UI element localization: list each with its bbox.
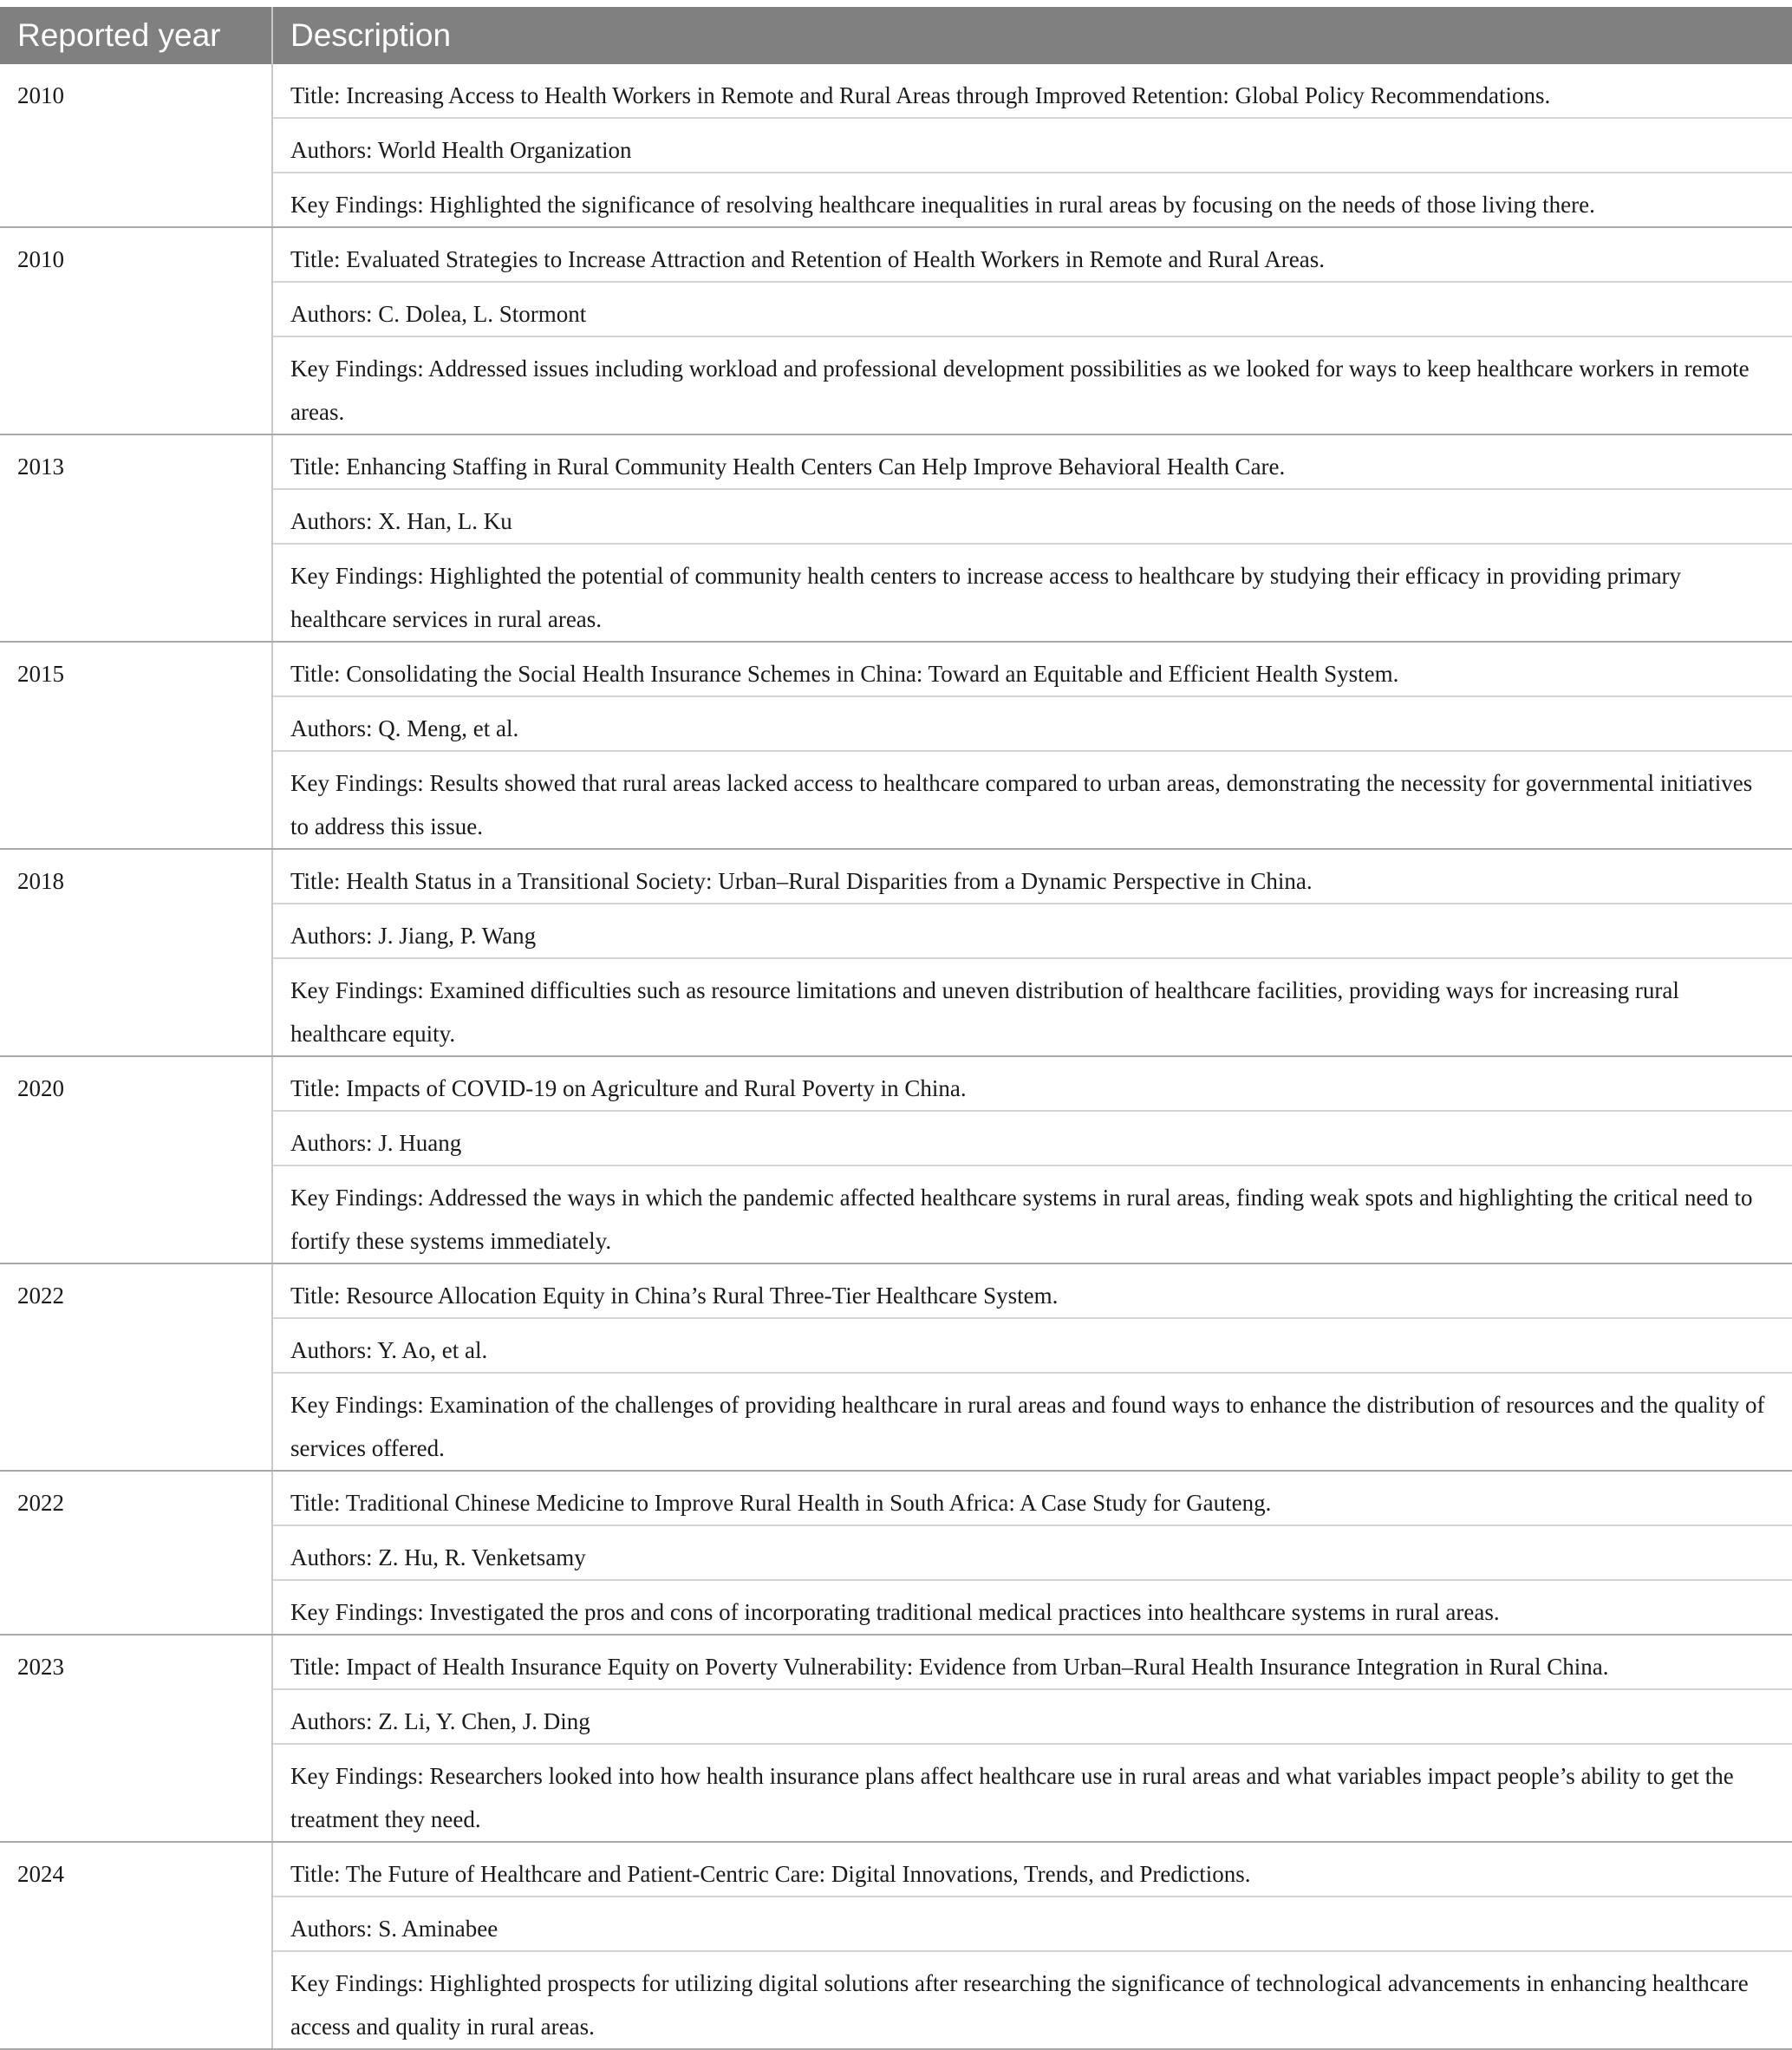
year-cell: 2024 (0, 1842, 272, 2049)
findings-cell: Key Findings: Investigated the pros and cons of incorporating traditional medical practices into healthcare systems in rural areas. (272, 1580, 1792, 1635)
year-cell: 2015 (0, 642, 272, 849)
authors-cell: Authors: X. Han, L. Ku (272, 489, 1792, 544)
title-cell: Title: Traditional Chinese Medicine to Improve Rural Health in South Africa: A Case Study for Gauteng. (272, 1471, 1792, 1525)
authors-cell: Authors: Y. Ao, et al. (272, 1318, 1792, 1373)
title-cell: Title: Consolidating the Social Health Insurance Schemes in China: Toward an Equitable and Efficient Health System. (272, 642, 1792, 696)
title-cell: Title: Impact of Health Insurance Equity on Poverty Vulnerability: Evidence from Urban–Rural Health Insurance Integration in Rural China. (272, 1635, 1792, 1689)
title-cell: Title: Impacts of COVID-19 on Agriculture and Rural Poverty in China. (272, 1056, 1792, 1111)
table-row (0, 1263, 1792, 1318)
authors-cell: Authors: J. Jiang, P. Wang (272, 904, 1792, 958)
column-header-reported-year: Reported year (0, 7, 272, 64)
title-cell: Title: Health Status in a Transitional Society: Urban–Rural Disparities from a Dynamic Perspective in China. (272, 849, 1792, 904)
findings-cell: Key Findings: Examination of the challenges of providing healthcare in rural areas and found ways to enhance the distribution of resources and the quality of services offered. (272, 1373, 1792, 1471)
year-cell: 2022 (0, 1263, 272, 1471)
title-cell: Title: Evaluated Strategies to Increase Attraction and Retention of Health Workers in Remote and Rural Areas. (272, 227, 1792, 282)
literature-table (0, 7, 1792, 2050)
authors-cell: Authors: C. Dolea, L. Stormont (272, 282, 1792, 336)
findings-cell: Key Findings: Highlighted prospects for utilizing digital solutions after researching the significance of technological advancements in enhancing healthcare access and quality in rural areas. (272, 1951, 1792, 2049)
authors-cell: Authors: Z. Hu, R. Venketsamy (272, 1525, 1792, 1580)
authors-cell: Authors: S. Aminabee (272, 1897, 1792, 1951)
authors-cell: Authors: J. Huang (272, 1111, 1792, 1165)
year-cell: 2010 (0, 227, 272, 434)
findings-cell: Key Findings: Researchers looked into how health insurance plans affect healthcare use in rural areas and what variables impact people’s ability to get the treatment they need. (272, 1744, 1792, 1842)
year-cell: 2023 (0, 1635, 272, 1842)
literature-table-page (0, 7, 1792, 2050)
table-row (0, 1635, 1792, 1689)
title-cell: Title: Resource Allocation Equity in China’s Rural Three-Tier Healthcare System. (272, 1263, 1792, 1318)
findings-cell: Key Findings: Addressed the ways in which the pandemic affected healthcare systems in rural areas, finding weak spots and highlighting the critical need to fortify these systems immediately. (272, 1165, 1792, 1263)
year-cell: 2018 (0, 849, 272, 1056)
findings-cell: Key Findings: Examined difficulties such as resource limitations and uneven distribution of healthcare facilities, providing ways for increasing rural healthcare equity. (272, 958, 1792, 1056)
authors-cell: Authors: Q. Meng, et al. (272, 696, 1792, 751)
findings-cell: Key Findings: Highlighted the potential of community health centers to increase access to healthcare by studying their efficacy in providing primary healthcare services in rural areas. (272, 544, 1792, 642)
findings-cell: Key Findings: Addressed issues including workload and professional development possibilities as we looked for ways to keep healthcare workers in remote areas. (272, 336, 1792, 434)
findings-cell: Key Findings: Highlighted the significance of resolving healthcare inequalities in rural areas by focusing on the needs of those living there. (272, 173, 1792, 227)
table-row (0, 434, 1792, 489)
year-cell: 2020 (0, 1056, 272, 1263)
year-cell: 2022 (0, 1471, 272, 1635)
table-header-row (0, 7, 1792, 64)
table-body (0, 64, 1792, 2049)
table-row (0, 1842, 1792, 1897)
table-row (0, 64, 1792, 118)
table-row (0, 849, 1792, 904)
title-cell: Title: Enhancing Staffing in Rural Community Health Centers Can Help Improve Behavioral Health Care. (272, 434, 1792, 489)
authors-cell: Authors: Z. Li, Y. Chen, J. Ding (272, 1689, 1792, 1744)
title-cell: Title: Increasing Access to Health Workers in Remote and Rural Areas through Improved Retention: Global Policy Recommendations. (272, 64, 1792, 118)
year-cell: 2010 (0, 64, 272, 227)
findings-cell: Key Findings: Results showed that rural areas lacked access to healthcare compared to urban areas, demonstrating the necessity for governmental initiatives to address this issue. (272, 751, 1792, 849)
table-row (0, 227, 1792, 282)
title-cell: Title: The Future of Healthcare and Patient-Centric Care: Digital Innovations, Trends, and Predictions. (272, 1842, 1792, 1897)
authors-cell: Authors: World Health Organization (272, 118, 1792, 173)
year-cell: 2013 (0, 434, 272, 642)
column-header-description: Description (272, 7, 1792, 64)
table-row (0, 1471, 1792, 1525)
table-row (0, 1056, 1792, 1111)
table-row (0, 642, 1792, 696)
